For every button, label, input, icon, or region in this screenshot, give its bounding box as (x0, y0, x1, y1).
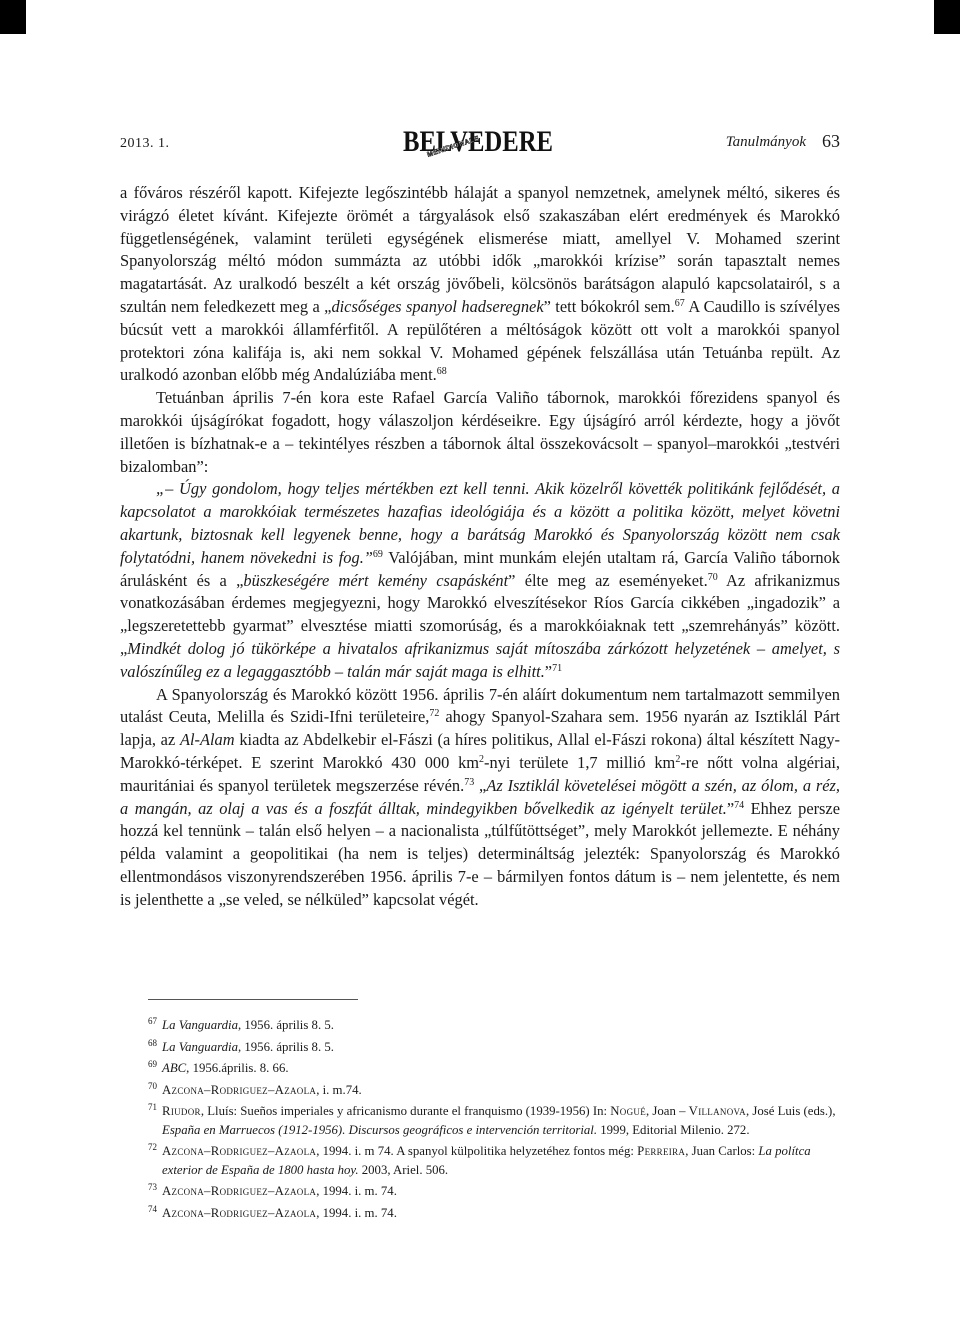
author-name: Nogué (610, 1104, 647, 1118)
author-name: Azcona–Rodriguez–Azaola (162, 1184, 317, 1198)
italic-text: La polítca exterior de España de 1800 hasta hoy. (162, 1144, 811, 1177)
logo-text: BELVEDERE (403, 125, 553, 158)
italic-text: La Vanguardia (162, 1039, 238, 1054)
footnote-divider (148, 999, 358, 1000)
footnote (120, 1182, 840, 1201)
italic-text: büszkeségére mért kemény csapásként (243, 570, 509, 590)
footnote-number: 67 (148, 1016, 157, 1026)
text-run: , 1956.április. 8. 66. (186, 1061, 289, 1075)
italic-text: La Vanguardia (162, 1018, 238, 1032)
text-run: ” (544, 661, 553, 681)
footnote-ref: 2 (479, 753, 485, 765)
author-name: Azcona–Rodriguez–Azaola (162, 1205, 317, 1220)
footnote-number: 73 (148, 1182, 157, 1192)
text-run: , 1994. i. m. 74. (316, 1205, 397, 1220)
paragraph (120, 684, 840, 912)
text-run: Az afrikanizmus vonatkozásában érdemes megjegyezni, hogy Marokkó elveszítésekor Ríos García cikkében „ingadozik” a „legszeretettebb gyarmat” elvesztése miatti szomorúság, és a marokkóiaknak tett „szemrehányás” között. „ (120, 570, 840, 658)
italic-text: Az Isztiklál követelései mögött a szén, az ólom, a réz, a mangán, az olaj a vas és a foszfát álltak, mindegyikben bővelkedik az igényelt terület. (120, 775, 841, 818)
text-run: , 1994. i. m 74. A spanyol külpolitika helyzetéhez fontos még: (316, 1144, 638, 1158)
footnote (120, 1059, 840, 1078)
text-run: ” élte meg az eseményeket. (508, 570, 708, 590)
footnote (120, 1016, 840, 1035)
article-body (120, 182, 840, 912)
text-run: a főváros részéről kapott. Kifejezte legőszintébb hálaját a spanyol nemzetnek, amelynek méltó, sikeres és virágzó életet kívánt. Kifejezte örömét a tárgyalások első szakaszában elért eredmények és Marokkó függetlenségének, valamint területi egységének elismerése miatt, amellyel V. Mohamed szerint Spanyolország méltó módon summázta az utóbbi idők „marokkói krízise” során tapasztalt nemes magatartását. Az uralkodó beszélt a két ország jövőbeli, kölcsönös barátságon alapuló kapcsolatairól, s a szultán nem feledkezett meg a „ (120, 183, 840, 316)
italic-text: dicsőséges spanyol hadseregnek (331, 296, 544, 316)
paragraph (120, 478, 840, 683)
footnote-number: 72 (148, 1142, 157, 1152)
text-run: , 1994. i. m. 74. (316, 1184, 397, 1198)
footnote (120, 1038, 840, 1057)
text-run: -re nőtt volna algériai, mauritániai és spanyol területek megszerzése révén. (120, 752, 841, 795)
page-header (120, 118, 840, 168)
footnote-ref: 71 (552, 662, 563, 674)
text-run: -nyi területe 1,7 millió km (484, 752, 676, 772)
footnote (120, 1081, 840, 1100)
text-run: ahogy Spanyol-Szahara sem. 1956 nyarán az Isztiklál Párt lapja, az (120, 707, 840, 750)
author-name: Villanova (688, 1104, 746, 1118)
text-run: A Caudillo is szívélyes búcsút vett a marokkói államférfitől. A repülőtéren a méltóságok között ott volt a marokkói spanyol protektori zóna kalifája is, aki nem sokkal V. Mohamed gépének felszállása után Tetuánba repült. Az uralkodó azonban előbb még Andalúziába ment. (120, 296, 840, 385)
text-run: Tetuánban április 7-én kora este Rafael García Valiño tábornok, marokkói főrezidens spanyol és marokkói újságírókat fogadott, hogy válaszoljon kérdéseikre. Egy újságíró arról kérdezte, hogy a jövőt illetően is bízhatnak-e a – tekintélyes részben a tábornok által összekovácsolt – spanyol–marokkói „testvéri bizalomban”: (120, 388, 840, 476)
text-run: , 1956. április 8. 5. (237, 1039, 334, 1054)
italic-text: España en Marruecos (1912-1956). Discursos geográficos e intervención territorial. (162, 1122, 598, 1137)
text-run: Valójában, mint munkám elején utaltam rá, García Valiño tábornok árulásként és a „ (120, 547, 840, 590)
text-run: , Joan – (646, 1104, 689, 1118)
italic-text: Al-Alam (179, 730, 235, 750)
author-name: Perreira (637, 1144, 686, 1158)
footnote-ref: 72 (429, 708, 440, 720)
crop-mark-top-right (934, 0, 960, 34)
issue-date: 2013. 1. (120, 136, 170, 151)
text-run: ” tett bókokról sem. (543, 296, 675, 316)
footnote (120, 1142, 840, 1179)
author-name: Riudor (162, 1104, 201, 1118)
text-run: 2003, Ariel. 506. (358, 1162, 449, 1177)
footnote-ref: 2 (675, 753, 681, 765)
footnote-ref: 68 (436, 366, 447, 378)
footnote (120, 1102, 840, 1139)
footnote-number: 69 (148, 1059, 157, 1069)
paragraph (120, 182, 840, 387)
footnote-number: 68 (148, 1037, 157, 1048)
footnote-ref: 74 (734, 799, 745, 811)
text-run: , i. m.74. (316, 1082, 362, 1097)
logo-overlay-text: MERIDIONALE (426, 135, 481, 159)
text-run: , Lluís: Sueños imperiales y africanismo durante el franquismo (1939-1956) In: (200, 1104, 611, 1118)
text-run: , José Luis (eds.), (745, 1104, 836, 1118)
footnote-number: 70 (148, 1080, 157, 1091)
italic-text: Mindkét dolog jó tükörképe a hivatalos afrikanizmus saját mítoszába zárkózott helyzetének – amelyet, s valószínűleg ez a legaggasztóbb – talán már saját maga is elhitt. (120, 638, 840, 681)
text-run: ” (726, 798, 735, 818)
footnote-number: 74 (148, 1203, 157, 1214)
journal-logo (403, 120, 555, 160)
italic-text: „– Úgy gondolom, hogy teljes mértékben ezt kell tenni. Akik közelről követték politikánk fejlődését, a kapcsolatot a marokkóiak természetes hazafias ideológiája és a között a politika között, melyet követni akartunk, biztosnak kell legyenek benne, hogy a barátság Marokkó és Spanyolország között nem csak folytatódni, hanem növekedni is fog.” (120, 479, 840, 567)
text-run: „ (474, 775, 487, 795)
footnote-ref: 73 (464, 776, 475, 788)
page-number: 63 (822, 131, 840, 151)
paragraph (120, 387, 840, 478)
italic-text: ABC (162, 1061, 187, 1075)
section-title: Tanulmányok (725, 134, 806, 150)
footnote-ref: 67 (674, 297, 685, 309)
footnote (120, 1204, 840, 1223)
author-name: Azcona–Rodriguez–Azaola (162, 1144, 317, 1158)
author-name: Azcona–Rodriguez–Azaola (162, 1082, 317, 1097)
footnote-ref: 70 (707, 571, 718, 583)
text-run: kiadta az Abdelkebir el-Fászi (a híres politikus, Allal el-Fászi rokona) által készített Nagy-Marokkó-térképet. E szerint Marokkó 430 000 km (120, 730, 840, 772)
text-run: Ehhez persze hozzá kel tennünk – talán első helyen – a nacionalista „túlfűtöttséget”, mely Marokkót jellemezte. E néhány példa valamint a geopolitikai (ha nem is teljes) determináltság jelezték: Spanyolország és Marokkó ellentmondásos viszonyrendszerében 1956. április 7-e – bármilyen fontos dátum is – nem jelentette, és nem is jelenthette a „se veled, se nélküled” kapcsolat végét. (120, 798, 840, 909)
footnotes (120, 999, 840, 1225)
text-run: , 1956. április 8. 5. (237, 1018, 334, 1032)
footnote-ref: 69 (372, 548, 383, 560)
footnote-list (120, 1016, 840, 1222)
text-run: A Spanyolország és Marokkó között 1956. április 7-én aláírt dokumentum nem tartalmazott semmilyen utalást Ceuta, Melilla és Szidi-Ifni területeire, (120, 684, 840, 727)
crop-mark-top-left (0, 0, 26, 34)
footnote-number: 71 (148, 1102, 157, 1112)
text-run: 1999, Editorial Milenio. 272. (597, 1122, 750, 1137)
text-run: , Juan Carlos: (685, 1144, 759, 1158)
